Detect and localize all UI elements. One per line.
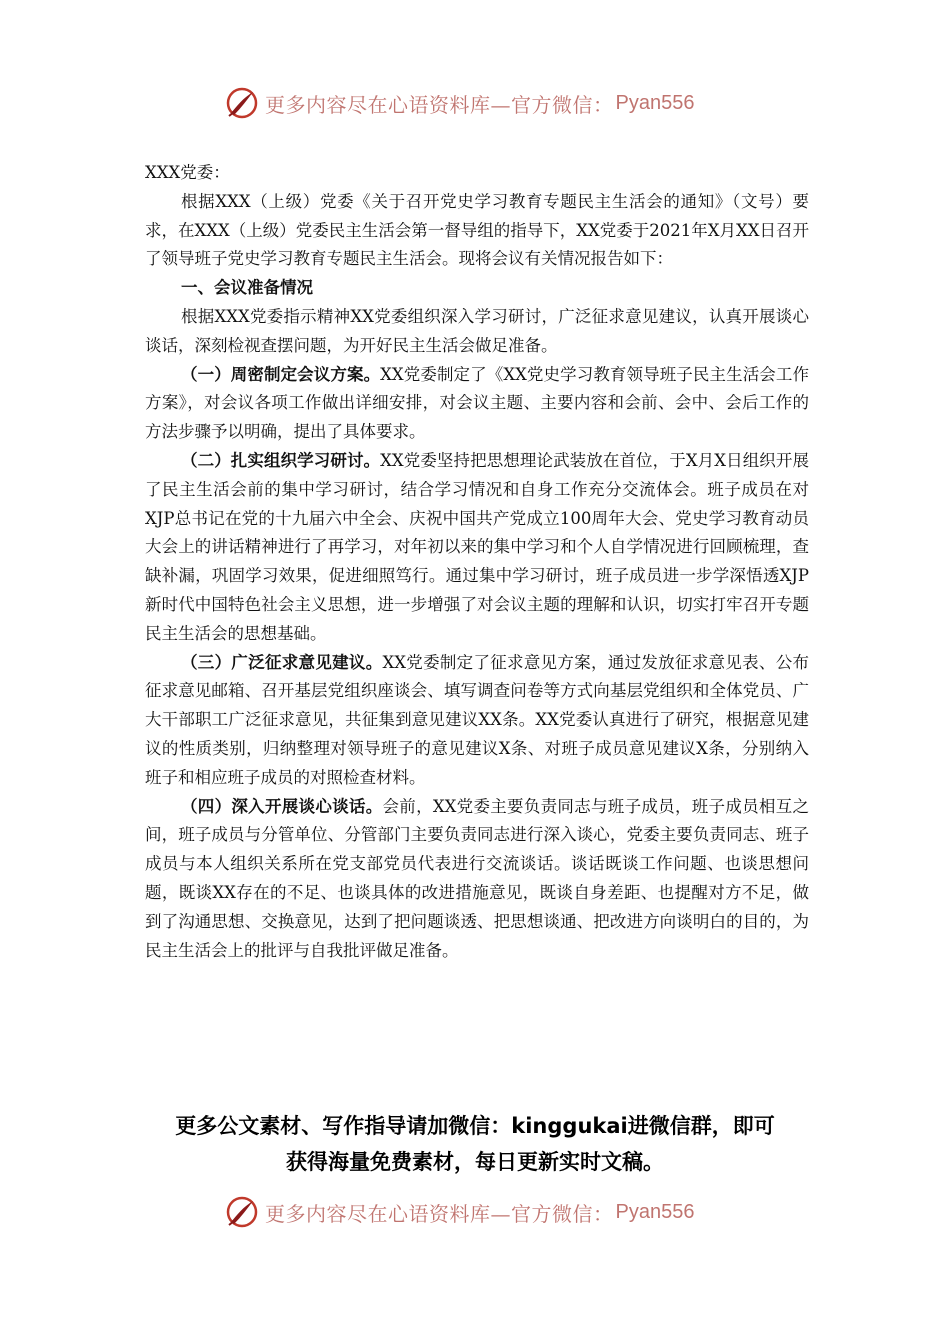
banner-wechat-id: Pyan556 — [615, 1200, 695, 1223]
banner-text: 更多内容尽在心语资料库—官方微信： — [265, 1201, 614, 1226]
banner-text: 更多内容尽在心语资料库—官方微信： — [265, 92, 614, 117]
item-heading-2: （二）扎实组织学习研讨。 — [181, 450, 381, 470]
banner-wechat-id: Pyan556 — [615, 91, 695, 114]
item-text-2: XX党委坚持把思想理论武装放在首位，于X月X日组织开展了民主生活会前的集中学习研讨，结合学习情况和自身工作充分交流体会。班子成员在对XJP总书记在党的十九届六中全会、庆祝中国共产党成立100周年大会、党史学习教育动员大会上的讲话精神进行了再学习，对年初以来的集中学习和个人自学情况进行回顾梳理，查缺补漏，巩固学习效果，促进细照笃行。通过集中学习研讨，班子成员进一步学深悟透XJP新时代中国特色社会主义思想，进一步增强了对会议主题的理解和认识，切实打牢召开专题民主生活会的思想基础。 — [145, 450, 809, 643]
intro-paragraph: 根据XXX（上级）党委《关于召开党史学习教育专题民主生活会的通知》（文号）要求，在XXX（上级）党委民主生活会第一督导组的指导下，XX党委于2021年X月XX日召开了领导班子党史学习教育专题民主生活会。现将会议有关情况报告如下： — [145, 191, 809, 269]
item-heading-1: （一）周密制定会议方案。 — [181, 364, 381, 384]
header-banner[interactable] — [225, 83, 725, 123]
item-text-3: XX党委制定了征求意见方案，通过发放征求意见表、公布征求意见邮箱、召开基层党组织座谈会、填写调查问卷等方式向基层党组织和全体党员、广大干部职工广泛征求意见，共征集到意见建议XX条。XX党委认真进行了研究，根据意见建议的性质类别，归纳整理对领导班子的意见建议X条、对班子成员意见建议X条，分别纳入班子和相应班子成员的对照检查材料。 — [145, 652, 809, 787]
item-text-1: XX党委制定了《XX党史学习教育领导班子民主生活会工作方案》，对会议各项工作做出详细安排，对会议主题、主要内容和会前、会中、会后工作的方法步骤予以明确，提出了具体要求。 — [145, 364, 809, 442]
pen-logo-icon — [225, 1195, 259, 1229]
promo-note — [100, 1108, 850, 1180]
item-text-4: 会前，XX党委主要负责同志与班子成员，班子成员相互之间，班子成员与分管单位、分管部门主要负责同志进行深入谈心，党委主要负责同志、班子成员与本人组织关系所在党支部党员代表进行交流谈话。谈话既谈工作问题、也谈思想问题，既谈XX存在的不足、也谈具体的改进措施意见，既谈自身差距、也提醒对方不足，做到了沟通思想、交换意见，达到了把问题谈透、把思想谈通、把改进方向谈明白的目的，为民主生活会上的批评与自我批评做足准备。 — [145, 796, 809, 960]
item-paragraph-3 — [145, 649, 809, 793]
document-body — [145, 159, 809, 965]
pen-logo-icon — [225, 86, 259, 120]
salutation: XXX党委： — [145, 163, 230, 182]
item-paragraph-4 — [145, 793, 809, 966]
section-intro-paragraph: 根据XXX党委指示精神XX党委组织深入学习研讨，广泛征求意见建议，认真开展谈心谈话，深刻检视查摆问题，为开好民主生活会做足准备。 — [145, 306, 809, 355]
item-paragraph-2 — [145, 447, 809, 649]
promo-line-2: 获得海量免费素材，每日更新实时文稿。 — [286, 1150, 664, 1174]
item-heading-4: （四）深入开展谈心谈话。 — [181, 796, 383, 816]
item-heading-3: （三）广泛征求意见建议。 — [181, 652, 383, 672]
section-heading: 一、会议准备情况 — [181, 278, 313, 298]
footer-banner[interactable] — [225, 1192, 725, 1232]
promo-line-1: 更多公文素材、写作指导请加微信：kinggukai进微信群，即可 — [175, 1114, 775, 1138]
item-paragraph-1 — [145, 361, 809, 447]
